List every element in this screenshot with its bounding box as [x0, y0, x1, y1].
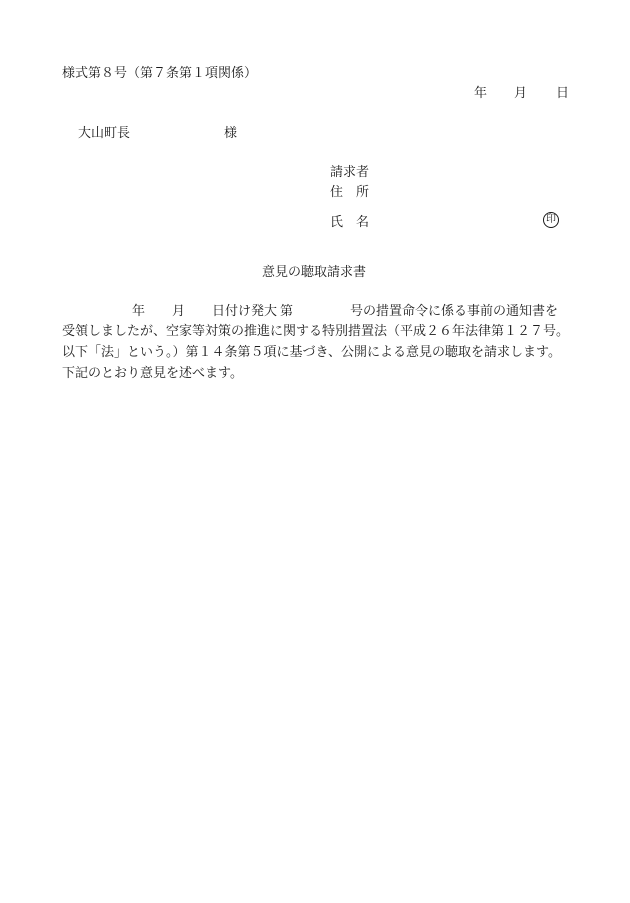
body-year-label: 年 [132, 304, 146, 319]
seal-mark-icon: 印 [543, 212, 559, 228]
body-paragraph-line-2: 受領しましたが、空家等対策の推進に関する特別措置法（平成２６年法律第１２７号。 [62, 324, 570, 339]
body-line-1-rest: 号の措置命令に係る事前の通知書を [350, 304, 559, 319]
form-identifier: 様式第８号（第７条第１項関係） [62, 66, 258, 81]
body-paragraph-line-4: 下記のとおり意見を述べます。 [62, 366, 243, 381]
body-number-prefix: 第 [280, 304, 294, 319]
date-day-label: 日 [556, 86, 570, 101]
body-dated-issued: 日付け発大 [212, 304, 278, 319]
body-month-label: 月 [172, 304, 186, 319]
addressee [78, 126, 258, 142]
document-title: 意見の聴取請求書 [262, 265, 367, 280]
body-paragraph-line-3: 以下「法」という。）第１４条第５項に基づき、公開による意見の聴取を請求します。 [62, 345, 561, 360]
date-month-label: 月 [514, 86, 528, 101]
addressee-honorific: 様 [224, 126, 238, 141]
addressee-name: 大山町長 [78, 126, 131, 141]
date-field [474, 86, 574, 102]
address-label: 住 所 [330, 185, 370, 200]
date-year-label: 年 [474, 86, 488, 101]
body-paragraph-line-1 [62, 304, 582, 320]
requester-label: 請求者 [330, 165, 370, 180]
name-label: 氏 名 [330, 215, 370, 230]
